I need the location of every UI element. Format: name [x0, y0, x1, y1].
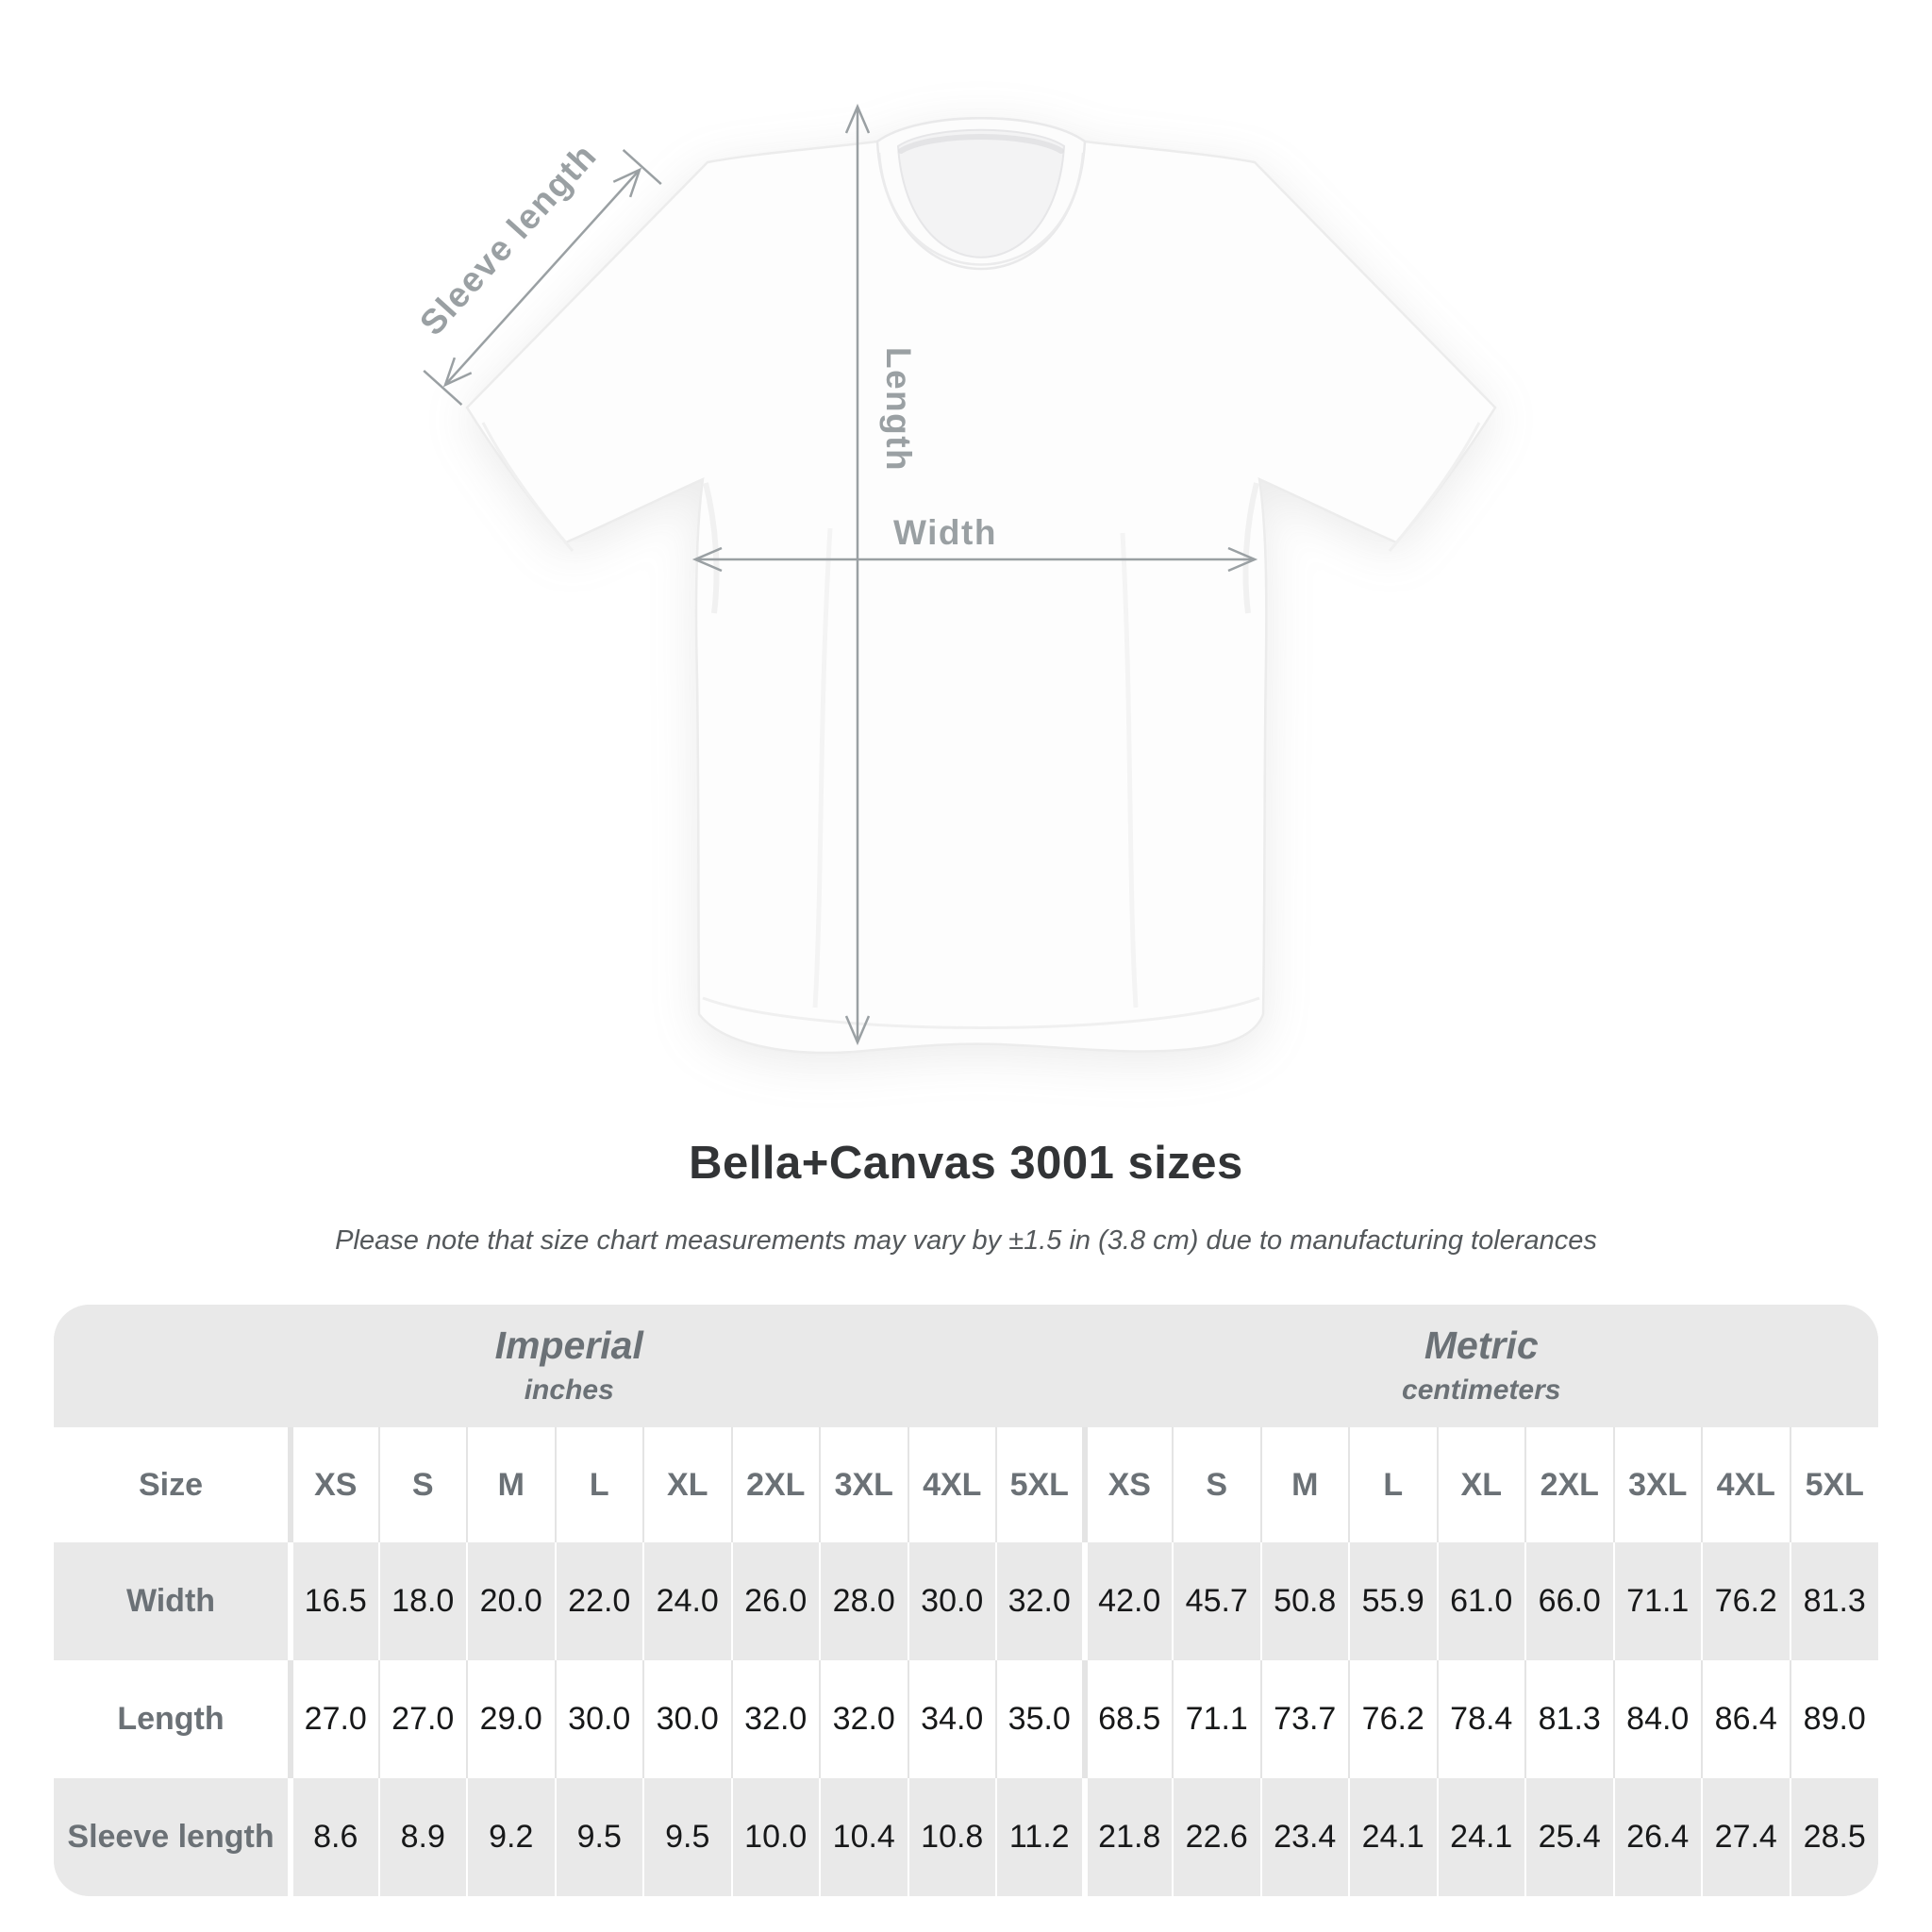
value-imperial: 10.8 [908, 1778, 997, 1896]
size-header-metric-5xl: 5XL [1805, 1466, 1864, 1503]
value-imperial: 28.0 [820, 1542, 908, 1660]
row-label: Length [54, 1660, 291, 1778]
value-imperial: 34.0 [908, 1660, 997, 1778]
size-header-imperial-xs: XS [291, 1427, 379, 1542]
size-header-metric-4xl: 4XL [1702, 1427, 1790, 1542]
value-imperial: 30.0 [908, 1542, 997, 1660]
value-imperial: 35.0 [996, 1660, 1085, 1778]
size-header-metric-m: M [1261, 1427, 1350, 1542]
measurement-row-length [54, 1660, 1878, 1778]
value-metric: 25.4 [1525, 1778, 1614, 1896]
size-table [54, 1305, 1878, 1896]
value-imperial: 27.0 [291, 1660, 379, 1778]
value-metric: 84.0 [1614, 1660, 1703, 1778]
size-header-metric-2xl: 2XL [1525, 1427, 1614, 1542]
value-imperial: 26.0 [732, 1542, 821, 1660]
value-metric: 71.1 [1614, 1542, 1703, 1660]
imperial-section-unit: inches [524, 1374, 614, 1406]
value-metric: 26.4 [1614, 1778, 1703, 1896]
size-header-imperial-m: M [467, 1427, 556, 1542]
imperial-section-title: Imperial [494, 1324, 643, 1368]
value-imperial: 20.0 [467, 1542, 556, 1660]
row-label: Width [54, 1542, 291, 1660]
value-metric: 68.5 [1085, 1660, 1174, 1778]
value-imperial: 8.6 [291, 1778, 379, 1896]
tshirt [467, 118, 1495, 1053]
value-metric: 76.2 [1349, 1660, 1438, 1778]
value-imperial: 32.0 [732, 1660, 821, 1778]
tolerance-note: Please note that size chart measurements may vary by ±1.5 in (3.8 cm) due to manufacturing tolerances [335, 1225, 1597, 1256]
metric-section-title: Metric [1424, 1324, 1539, 1368]
value-imperial: 27.0 [379, 1660, 468, 1778]
metric-section-header [1085, 1305, 1879, 1427]
value-imperial: 16.5 [291, 1542, 379, 1660]
value-metric: 45.7 [1173, 1542, 1261, 1660]
size-header-metric-xs: XS [1085, 1427, 1174, 1542]
size-column-header: Size [54, 1427, 291, 1542]
value-metric: 86.4 [1702, 1660, 1790, 1778]
row-label: Sleeve length [54, 1778, 291, 1896]
value-metric: 23.4 [1261, 1778, 1350, 1896]
value-imperial: 30.0 [556, 1660, 644, 1778]
size-header-imperial-xl: XL [643, 1427, 732, 1542]
value-imperial: 8.9 [379, 1778, 468, 1896]
size-header-imperial-l: L [556, 1427, 644, 1542]
value-imperial: 32.0 [996, 1542, 1085, 1660]
page-title: Bella+Canvas 3001 sizes [689, 1138, 1243, 1189]
size-header-imperial-5xl: 5XL [996, 1427, 1085, 1542]
value-metric: 21.8 [1085, 1778, 1174, 1896]
value-metric: 24.1 [1438, 1778, 1526, 1896]
value-metric: 24.1 [1349, 1778, 1438, 1896]
value-imperial: 9.2 [467, 1778, 556, 1896]
size-header-imperial-2xl: 2XL [732, 1427, 821, 1542]
value-metric: 50.8 [1261, 1542, 1350, 1660]
value-metric: 55.9 [1349, 1542, 1438, 1660]
size-header-imperial-3xl: 3XL [820, 1427, 908, 1542]
value-imperial: 30.0 [643, 1660, 732, 1778]
imperial-section-header [54, 1305, 1085, 1427]
value-imperial: 32.0 [820, 1660, 908, 1778]
value-imperial: 22.0 [556, 1542, 644, 1660]
value-metric: 76.2 [1702, 1542, 1790, 1660]
value-metric: 81.3 [1525, 1660, 1614, 1778]
value-imperial: 29.0 [467, 1660, 556, 1778]
value-imperial: 9.5 [643, 1778, 732, 1896]
value-metric: 42.0 [1085, 1542, 1174, 1660]
size-header-metric-l: L [1349, 1427, 1438, 1542]
value-metric: 61.0 [1438, 1542, 1526, 1660]
size-header-row [54, 1427, 1878, 1542]
size-header-imperial-s: S [379, 1427, 468, 1542]
value-metric: 27.4 [1702, 1778, 1790, 1896]
value-metric: 28.5 [1803, 1819, 1866, 1855]
value-imperial: 11.2 [996, 1778, 1085, 1896]
metric-section-unit: centimeters [1402, 1374, 1561, 1406]
value-imperial: 10.4 [820, 1778, 908, 1896]
value-metric: 81.3 [1803, 1583, 1866, 1619]
value-metric: 66.0 [1525, 1542, 1614, 1660]
value-metric: 71.1 [1173, 1660, 1261, 1778]
length-label: Length [879, 346, 918, 473]
value-imperial: 18.0 [379, 1542, 468, 1660]
value-metric: 89.0 [1803, 1701, 1866, 1737]
sleeve-length-label: Sleeve length [412, 136, 605, 343]
value-metric: 73.7 [1261, 1660, 1350, 1778]
size-header-metric-s: S [1173, 1427, 1261, 1542]
section-header-row [54, 1305, 1878, 1427]
measurement-row-width [54, 1542, 1878, 1660]
measurement-row-sleeve-length [54, 1778, 1878, 1896]
value-imperial: 10.0 [732, 1778, 821, 1896]
size-header-metric-xl: XL [1438, 1427, 1526, 1542]
width-label: Width [893, 513, 997, 552]
value-imperial: 24.0 [643, 1542, 732, 1660]
size-header-metric-3xl: 3XL [1614, 1427, 1703, 1542]
size-table-card [54, 1305, 1878, 1896]
size-header-imperial-4xl: 4XL [908, 1427, 997, 1542]
value-metric: 22.6 [1173, 1778, 1261, 1896]
value-metric: 78.4 [1438, 1660, 1526, 1778]
value-imperial: 9.5 [556, 1778, 644, 1896]
